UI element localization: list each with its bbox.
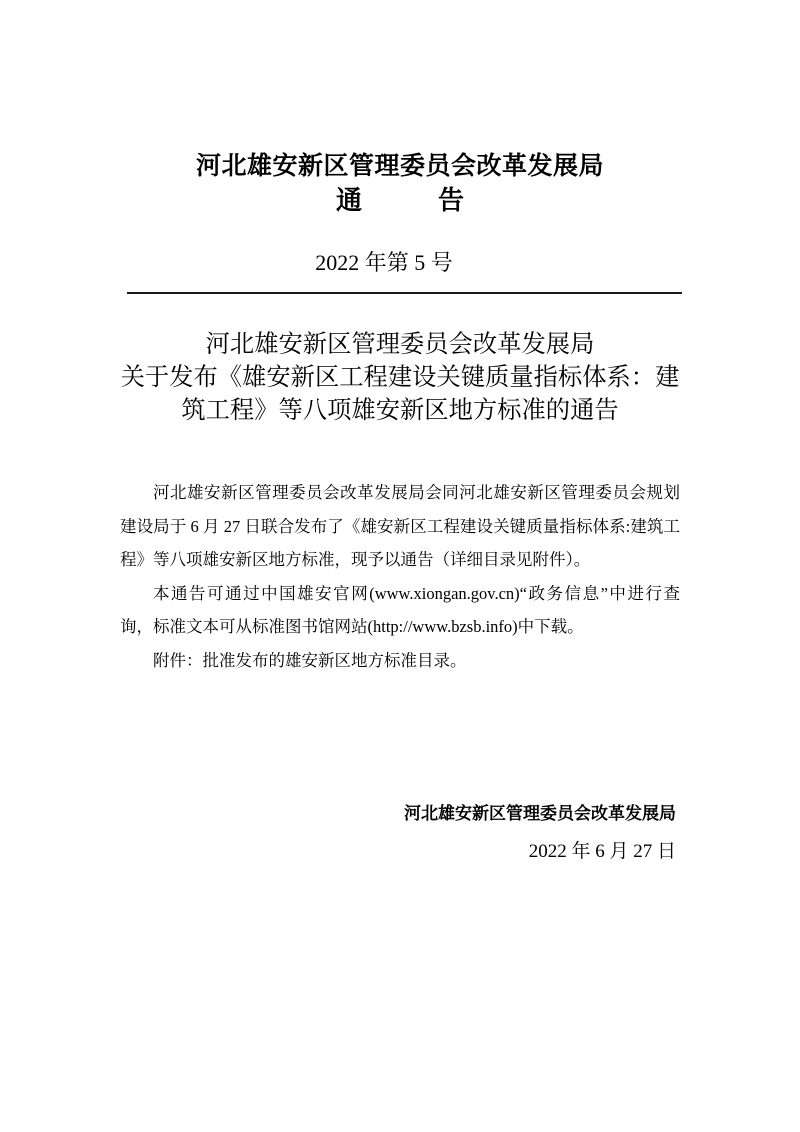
- issuing-org-title: 河北雄安新区管理委员会改革发展局: [195, 153, 604, 180]
- paragraph-access-info: 本通告可通过中国雄安官网(www.xiongan.gov.cn)“政务信息”中进行查询，标准文本可从标准图书馆网站(http://www.bzsb.info)中下载。: [120, 583, 680, 636]
- doc-type-char-left: 通: [335, 186, 362, 215]
- signature-org: 河北雄安新区管理委员会改革发展局: [404, 804, 676, 823]
- doc-number: 2022 年第 5 号: [315, 250, 453, 275]
- header-divider-line: [127, 292, 682, 294]
- notice-body: [120, 476, 680, 677]
- notice-title-line-3: 筑工程》等八项雄安新区地方标准的通告: [181, 397, 619, 424]
- paragraph-attachment: 附件：批准发布的雄安新区地方标准目录。: [153, 650, 467, 670]
- notice-title-line-1: 河北雄安新区管理委员会改革发展局: [205, 331, 595, 358]
- signature-date: 2022 年 6 月 27 日: [528, 841, 676, 862]
- doc-type-char-right: 告: [438, 186, 465, 215]
- paragraph-issuance: 河北雄安新区管理委员会改革发展局会同河北雄安新区管理委员会规划建设局于 6 月 27 日联合发布了《雄安新区工程建设关键质量指标体系:建筑工程》等八项雄安新区地方标准，现予以通告（详细目录见附件）。: [120, 483, 680, 569]
- notice-title-line-2: 关于发布《雄安新区工程建设关键质量指标体系：建: [120, 364, 680, 391]
- notice-title: [120, 328, 680, 427]
- doc-type-title: [0, 184, 800, 218]
- signature-block: [120, 795, 678, 871]
